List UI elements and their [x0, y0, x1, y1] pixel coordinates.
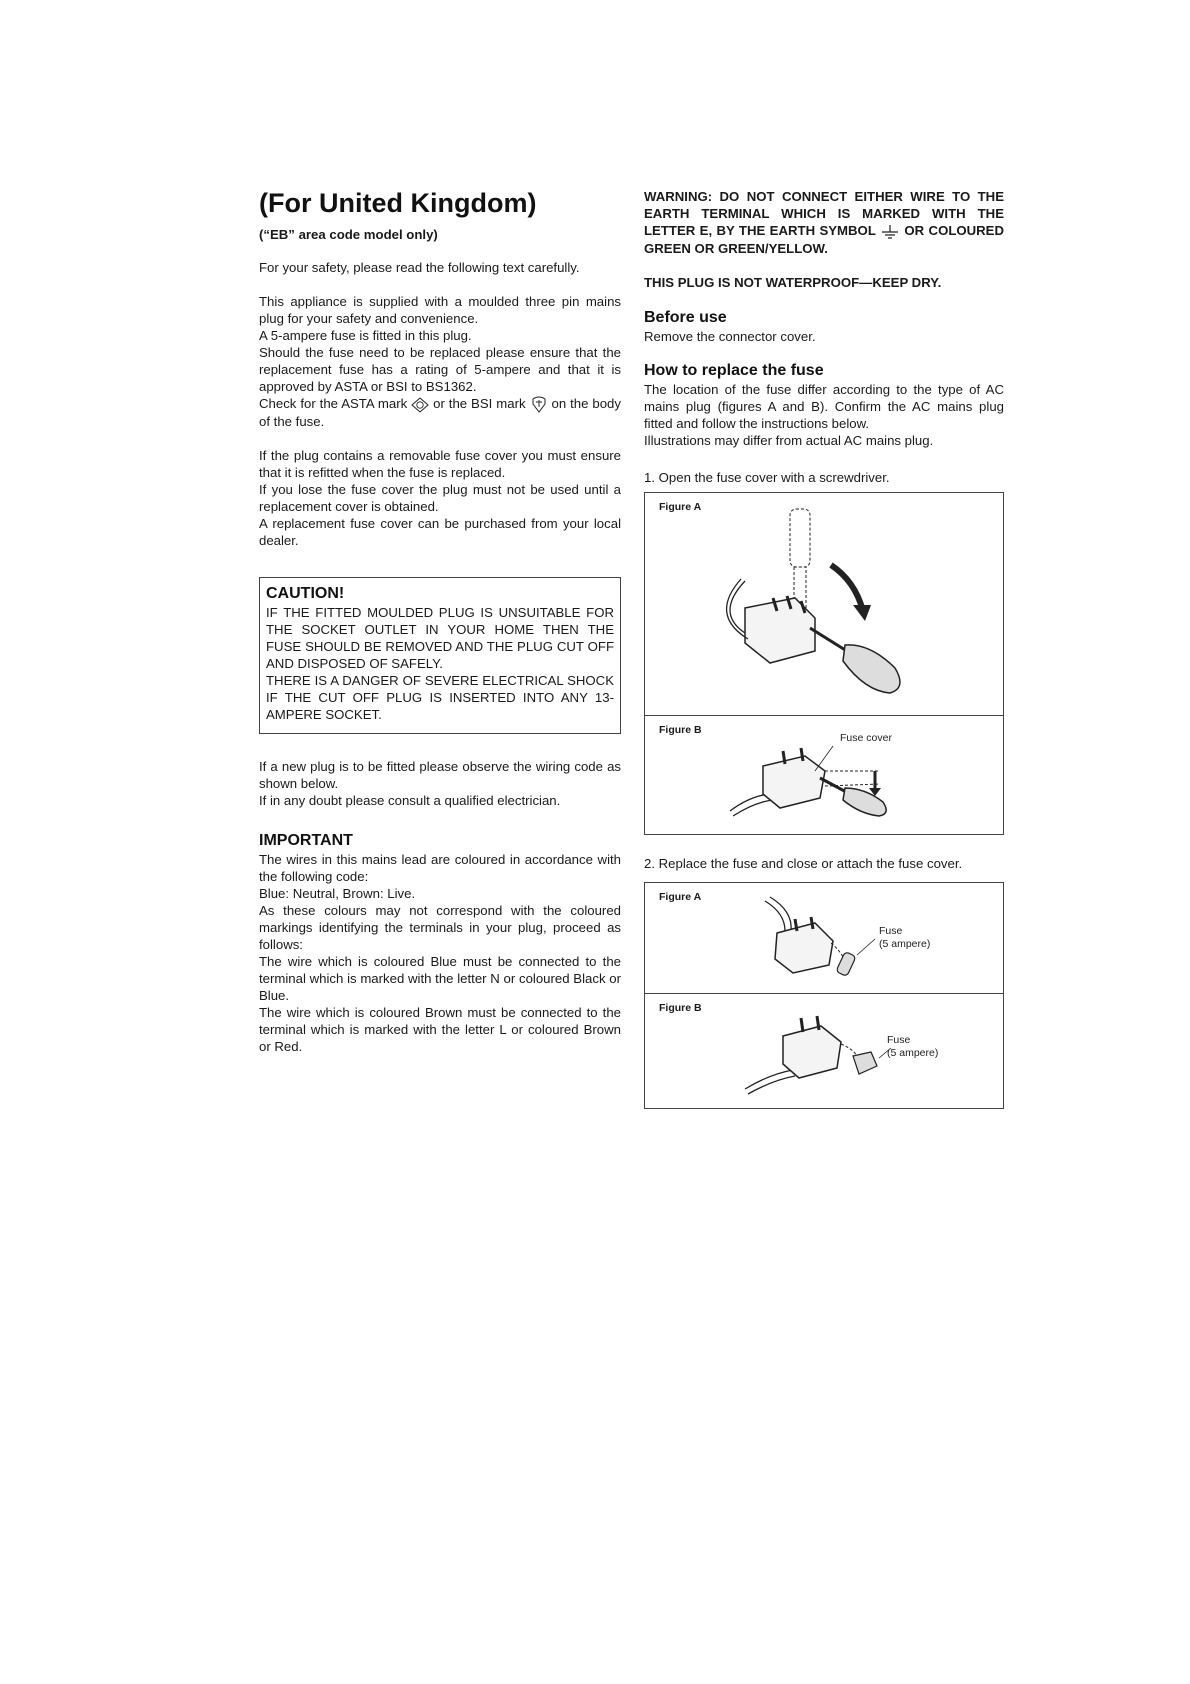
- fuse-callout-b-line1: Fuse: [887, 1033, 911, 1046]
- figure-b-replace-fuse: [645, 994, 1003, 1108]
- fuse-cover-callout: Fuse cover: [840, 731, 892, 744]
- figure-a-label: Figure A: [659, 500, 702, 513]
- step-2-text: 2. Replace the fuse and close or attach the fuse cover.: [644, 855, 963, 871]
- fuse-callout-a-line1: Fuse: [879, 924, 903, 937]
- electrician-text: If in any doubt please consult a qualified electrician.: [259, 793, 561, 809]
- important-text-2: Blue: Neutral, Brown: Live.: [259, 886, 416, 902]
- important-text-3: As these colours may not correspond with the coloured markings identifying the terminals in your plug, proceed as follows:: [259, 903, 621, 953]
- fuse-callout-b-line2: (5 ampere): [887, 1046, 939, 1059]
- asta-mark-icon: [411, 397, 429, 413]
- intro-text: For your safety, please read the following text carefully.: [259, 260, 580, 275]
- important-text-5: The wire which is coloured Brown must be connected to the terminal which is marked with the letter L or coloured Brown or Red.: [259, 1005, 621, 1055]
- figure-b-label-2: Figure B: [659, 1001, 702, 1014]
- fuse-fitted-text: A 5-ampere fuse is fitted in this plug.: [259, 328, 472, 343]
- right-column: [644, 188, 1004, 1109]
- replace-fuse-title: How to replace the fuse: [644, 361, 824, 379]
- waterproof-text: THIS PLUG IS NOT WATERPROOF—KEEP DRY.: [644, 274, 942, 290]
- plug-screwdriver-illustration-b: [645, 716, 1003, 834]
- replace-fuse-text-1: The location of the fuse differ according to the type of AC mains plug (figures A and B). Confirm the AC mains plug fitted and follow the instructions below.: [644, 381, 1004, 431]
- step-1-text: 1. Open the fuse cover with a screwdriver.: [644, 469, 890, 485]
- bsi-kitemark-icon: [530, 396, 548, 413]
- important-title: IMPORTANT: [259, 832, 353, 850]
- before-use-title: Before use: [644, 308, 727, 326]
- supply-text: This appliance is supplied with a moulded three pin mains plug for your safety and convenience.: [259, 294, 621, 326]
- caution-text-2: THERE IS A DANGER OF SEVERE ELECTRICAL SHOCK IF THE CUT OFF PLUG IS INSERTED INTO ANY 13-AMPERE SOCKET.: [266, 673, 614, 723]
- figure-b-open-cover: [645, 716, 1003, 834]
- warning-text: [644, 188, 1004, 257]
- fuse-replace-text: Should the fuse need to be replaced please ensure that the replacement fuse has a rating of 5-ampere and that it is approved by ASTA or BSI to BS1362.: [259, 345, 621, 394]
- caution-title: CAUTION!: [266, 585, 345, 603]
- fuse-replace-illustration-a: [645, 883, 1003, 993]
- figure-b-label: Figure B: [659, 723, 702, 736]
- replacement-cover-text: A replacement fuse cover can be purchased from your local dealer.: [259, 516, 621, 549]
- important-text-1: The wires in this mains lead are coloured in accordance with the following code:: [259, 852, 621, 885]
- figure-box-open-cover: [644, 492, 1004, 835]
- check-pre-text: Check for the ASTA mark: [259, 396, 408, 411]
- fuse-replace-illustration-b: [645, 994, 1003, 1108]
- figure-a-label-2: Figure A: [659, 890, 702, 903]
- caution-text-1: IF THE FITTED MOULDED PLUG IS UNSUITABLE FOR THE SOCKET OUTLET IN YOUR HOME THEN THE FUSE SHOULD BE REMOVED AND THE PLUG CUT OFF AND DISPOSED OF SAFELY.: [266, 605, 614, 672]
- earth-symbol-icon: [880, 224, 900, 240]
- left-column: [259, 186, 621, 1055]
- new-plug-text: If a new plug is to be fitted please observe the wiring code as shown below.: [259, 759, 621, 792]
- figure-a-open-cover: [645, 493, 1003, 716]
- check-mid-text: or the BSI mark: [433, 396, 526, 411]
- warning-post-text: OR COLOURED GREEN OR GREEN/YELLOW.: [644, 223, 1004, 256]
- replace-fuse-text-2: Illustrations may differ from actual AC mains plug.: [644, 432, 934, 448]
- check-post-text: on the body of the fuse.: [259, 396, 621, 430]
- figure-a-replace-fuse: [645, 883, 1003, 994]
- important-text-4: The wire which is coloured Blue must be connected to the terminal which is marked with the letter N or coloured Black or Blue.: [259, 954, 621, 1004]
- caution-box: [259, 577, 621, 734]
- warning-pre-text: WARNING: DO NOT CONNECT EITHER WIRE TO THE EARTH TERMINAL WHICH IS MARKED WITH THE LETTER E, BY THE EARTH SYMBOL: [644, 189, 1004, 238]
- page-subtitle: (“EB” area code model only): [259, 227, 438, 242]
- page-title: (For United Kingdom): [259, 188, 537, 218]
- lost-cover-text: If you lose the fuse cover the plug must not be used until a replacement cover is obtained.: [259, 482, 621, 515]
- plug-screwdriver-illustration-a: [645, 493, 1003, 715]
- fuse-callout-a-line2: (5 ampere): [879, 937, 931, 950]
- figure-box-replace-fuse: [644, 882, 1004, 1109]
- before-use-text: Remove the connector cover.: [644, 328, 816, 344]
- fuse-cover-text: If the plug contains a removable fuse cover you must ensure that it is refitted when the fuse is replaced.: [259, 448, 621, 481]
- check-marks-text: [259, 395, 621, 430]
